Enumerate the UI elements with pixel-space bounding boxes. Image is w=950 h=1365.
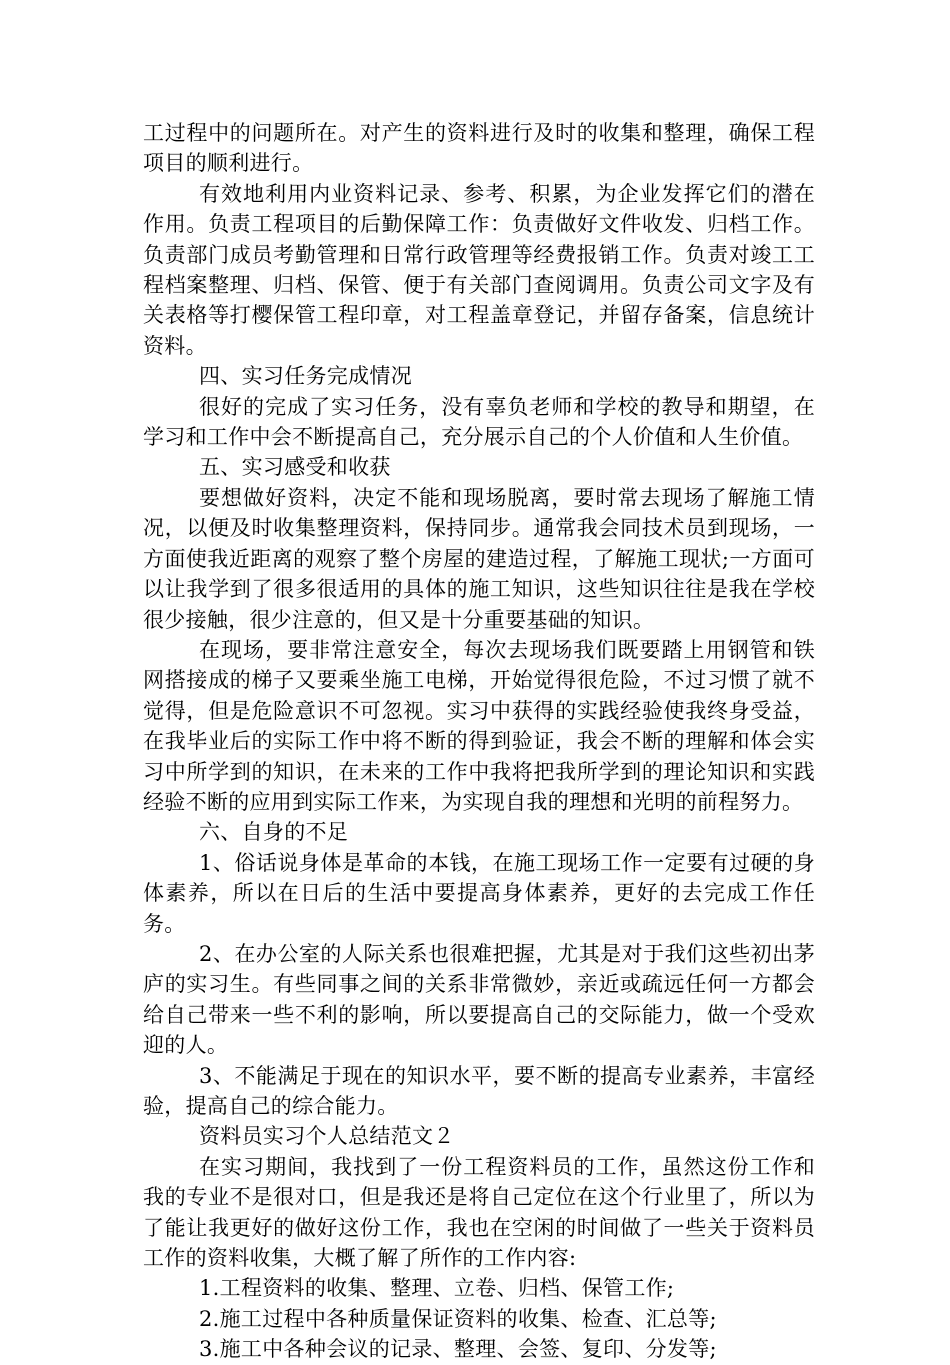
section-heading-4: 四、实习任务完成情况	[199, 364, 412, 389]
list-item-2: 2.施工过程中各种质量保证资料的收集、检查、汇总等;	[199, 1306, 717, 1331]
paragraph-intro-continuation: 工过程中的问题所在。对产生的资料进行及时的收集和整理，确保工程项目的顺利进行。	[143, 121, 815, 176]
paragraph-shortcoming-1: 1、俗话说身体是革命的本钱，在施工现场工作一定要有过硬的身体素养，所以在日后的生活中要提高身体素养，更好的去完成工作任务。	[143, 850, 815, 936]
paragraph-gains-2: 在现场，要非常注意安全，每次去现场我们既要踏上用钢管和铁网搭接成的梯子又要乘坐施工电梯，开始觉得很危险，不过习惯了就不觉得，但是危险意识不可忽视。实习中获得的实践经验使我终身受益，在我毕业后的实际工作中将不断的得到验证，我会不断的理解和体会实习中所学到的知识，在未来的工作中我将把我所学到的理论知识和实践经验不断的应用到实际工作来，为实现自我的理想和光明的前程努力。	[143, 637, 815, 814]
paragraph-task-completion: 很好的完成了实习任务，没有辜负老师和学校的教导和期望，在学习和工作中会不断提高自己，充分展示自己的个人价值和人生价值。	[143, 394, 815, 450]
paragraph-shortcoming-2: 2、在办公室的人际关系也很难把握，尤其是对于我们这些初出茅庐的实习生。有些同事之间的关系非常微妙，亲近或疏远任何一方都会给自己带来一些不利的影响，所以要提高自己的交际能力，做一个受欢迎的人。	[143, 941, 815, 1058]
paragraph-gains-1: 要想做好资料，决定不能和现场脱离，要时常去现场了解施工情况，以便及时收集整理资料，保持同步。通常我会同技术员到现场，一方面使我近距离的观察了整个房屋的建造过程，了解施工现状;一方面可以让我学到了很多很适用的具体的施工知识，这些知识往往是我在学校很少接触，很少注意的，但又是十分重要基础的知识。	[143, 485, 815, 632]
list-item-3: 3.施工中各种会议的记录、整理、会签、复印、分发等;	[199, 1337, 717, 1362]
section-heading-5: 五、实习感受和收获	[199, 455, 391, 480]
list-item-1: 1.工程资料的收集、整理、立卷、归档、保管工作;	[199, 1276, 675, 1301]
section-heading-6: 六、自身的不足	[199, 820, 349, 845]
paragraph-duties: 有效地利用内业资料记录、参考、积累，为企业发挥它们的潜在作用。负责工程项目的后勤保障工作：负责做好文件收发、归档工作。负责部门成员考勤管理和日常行政管理等经费报销工作。负责对竣工工程档案整理、归档、保管、便于有关部门查阅调用。负责公司文字及有关表格等打樱保管工程印章，对工程盖章登记，并留存备案，信息统计资料。	[143, 181, 815, 358]
article-title-2: 资料员实习个人总结范文２	[199, 1124, 455, 1149]
document-page	[143, 118, 815, 1365]
paragraph-shortcoming-3: 3、不能满足于现在的知识水平，要不断的提高专业素养，丰富经验，提高自己的综合能力。	[143, 1063, 815, 1118]
paragraph-article2-intro: 在实习期间，我找到了一份工程资料员的工作，虽然这份工作和我的专业不是很对口，但是我还是将自己定位在这个行业里了，所以为了能让我更好的做好这份工作，我也在空闲的时间做了一些关于资料员工作的资料收集，大概了解了所作的工作内容:	[143, 1154, 815, 1271]
